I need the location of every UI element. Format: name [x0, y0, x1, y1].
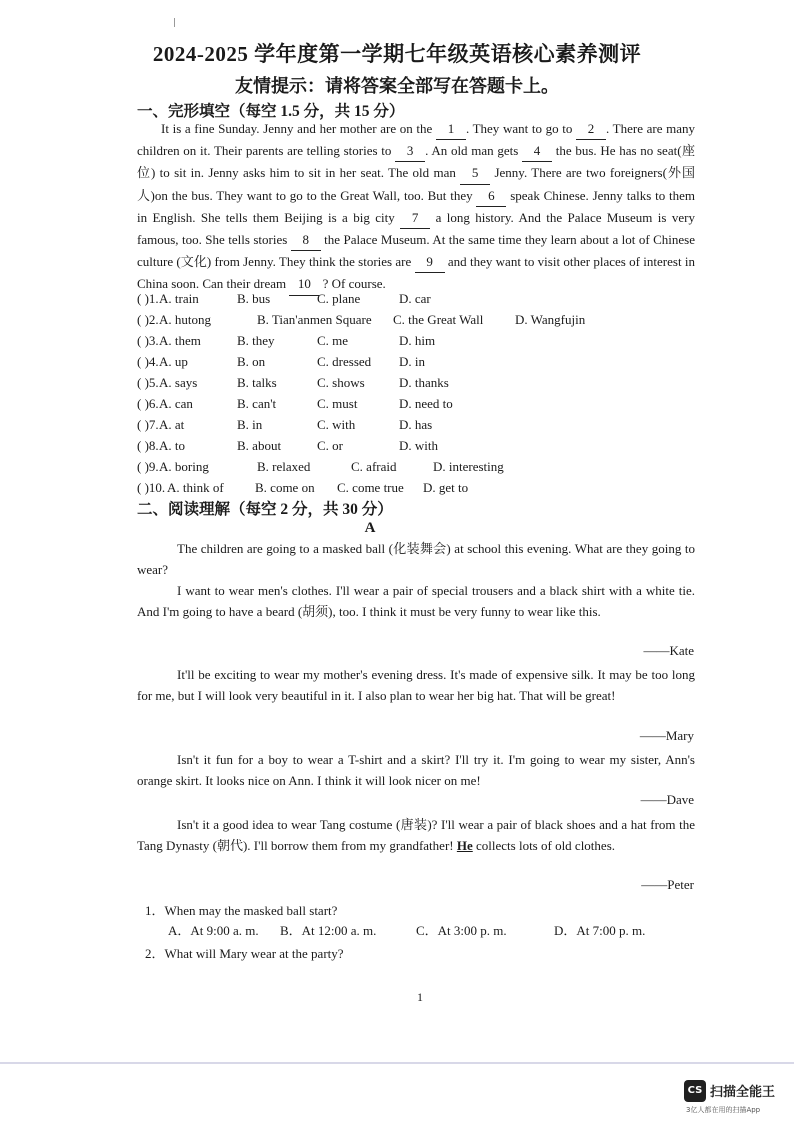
cloze-blank: 2: [576, 118, 606, 140]
exam-subtitle: 友情提示：请将答案全部写在答题卡上。: [235, 76, 559, 96]
peter-text-2: collects lots of old clothes.: [472, 838, 616, 854]
option-d: D. car: [399, 291, 431, 306]
cloze-blank: 8: [291, 229, 321, 251]
option-c: C. shows: [317, 375, 365, 390]
cloze-option-row: [137, 477, 697, 498]
option-b: B. they: [237, 333, 275, 348]
option-a: A. can: [159, 396, 193, 411]
q1-option-a: A．At 9:00 a. m.: [168, 923, 259, 938]
kate-signature: ——Kate: [643, 643, 694, 658]
option-d: D. Wangfujin: [515, 312, 586, 327]
cloze-option-row: [137, 330, 697, 351]
option-c: C. afraid: [351, 459, 397, 474]
question-number: ( )9.: [137, 459, 159, 474]
question-number: ( )5.: [137, 375, 159, 390]
option-d: D. with: [399, 438, 438, 453]
q1-option-c: C．At 3:00 p. m.: [416, 923, 507, 938]
cloze-blank: 6: [476, 185, 506, 207]
cloze-options: [137, 288, 697, 498]
option-a: A. says: [159, 375, 198, 390]
scan-speck: [174, 18, 179, 27]
scan-edge-line: [0, 1062, 794, 1064]
option-a: A. to: [159, 438, 185, 453]
option-c: C. must: [317, 396, 358, 411]
cloze-text: Jenny. There are two foreigners(外国人)on the bus. They want to go to the Great Wall, too. But they: [137, 165, 695, 203]
cloze-option-row: [137, 393, 697, 414]
option-d: D. get to: [423, 480, 469, 495]
peter-paragraph: [137, 814, 695, 856]
option-d: D. interesting: [433, 459, 504, 474]
cloze-text: speak Chinese. Jenny talks to them in English. She tells them Beijing is a big city: [137, 187, 696, 225]
option-d: D. thanks: [399, 375, 449, 390]
cloze-text: the bus. He has no seat(座位) to sit in. Jenny asks him to sit in her seat. The old man: [137, 143, 695, 181]
option-b: B. can't: [237, 396, 277, 411]
cloze-text: . There are many children on it. Their parents are telling stories to: [137, 121, 695, 159]
reading-section-heading: 二、阅读理解（每空 2 分，共 30 分）: [137, 501, 393, 518]
scanner-app-name: 扫描全能王: [710, 1085, 776, 1100]
cloze-text: and they want to visit other places of interest in China soon. Can their dream: [137, 254, 695, 292]
question-1: 1．When may the masked ball start?: [145, 903, 338, 918]
option-c: C. with: [317, 417, 356, 432]
peter-signature: ——Peter: [641, 877, 694, 892]
question-1-options: [168, 920, 708, 940]
option-a: A. think of: [167, 480, 224, 495]
option-c: C. the Great Wall: [393, 312, 484, 327]
cloze-text: . They want to go to: [465, 121, 576, 136]
option-c: C. plane: [317, 291, 361, 306]
q1-option-b: B．At 12:00 a. m.: [280, 923, 377, 938]
option-b: B. come on: [255, 480, 315, 495]
camscanner-logo-icon: CS: [684, 1080, 706, 1102]
cloze-option-row: [137, 456, 697, 477]
option-d: D. has: [399, 417, 433, 432]
question-number: ( )6.: [137, 396, 159, 411]
question-2: 2．What will Mary wear at the party?: [145, 946, 344, 961]
option-a: A. hutong: [159, 312, 211, 327]
peter-underlined-he: He: [456, 838, 473, 854]
question-number: ( )8.: [137, 438, 159, 453]
cloze-option-row: [137, 372, 697, 393]
question-number: ( )4.: [137, 354, 159, 369]
cloze-blank: 4: [522, 140, 552, 162]
cloze-text: It is a fine Sunday. Jenny and her mother are on the: [161, 121, 436, 136]
option-d: D. in: [399, 354, 425, 369]
mary-signature: ——Mary: [639, 728, 694, 743]
kate-paragraph: I want to wear men's clothes. I'll wear a pair of special trousers and a black shirt with a white tie. And I'm going to have a beard (胡须), too. I think it must be very funny to wear like this.: [137, 583, 695, 620]
question-number: ( )10.: [137, 480, 166, 495]
cloze-option-row: [137, 309, 697, 330]
mary-paragraph: It'll be exciting to wear my mother's evening dress. It's made of expensive silk. It may be too long for me, but I will look very beautiful in it. I also plan to wear her big hat. That will be great!: [137, 667, 695, 704]
question-number: ( )1.: [137, 291, 159, 306]
cloze-text: ? Of course.: [319, 276, 386, 292]
cloze-text: the Palace Museum. At the same time they learn about a lot of Chinese culture (文化) from Jenny. They think the stories are: [137, 232, 695, 270]
cloze-text: a long history. And the Palace Museum is very famous, too. She tells stories: [137, 209, 695, 248]
option-a: A. at: [159, 417, 185, 432]
cloze-section-heading: 一、完形填空（每空 1.5 分，共 15 分）: [137, 103, 405, 120]
option-a: A. train: [159, 291, 199, 306]
option-c: C. or: [317, 438, 343, 453]
cloze-option-row: [137, 414, 697, 435]
cloze-blank: 3: [395, 140, 425, 162]
option-c: C. dressed: [317, 354, 372, 369]
option-b: B. bus: [237, 291, 271, 306]
option-a: A. boring: [159, 459, 209, 474]
dave-paragraph: Isn't it fun for a boy to wear a T-shirt and a skirt? I'll try it. I'm going to wear my sister, Ann's orange skirt. It looks nice on Ann. I think it will look nicer on me!: [137, 752, 695, 789]
option-d: D. need to: [399, 396, 453, 411]
cloze-blank: 9: [415, 251, 445, 273]
option-c: C. me: [317, 333, 349, 348]
question-number: ( )7.: [137, 417, 159, 432]
cloze-blank: 7: [400, 207, 430, 229]
option-c: C. come true: [337, 480, 404, 495]
page-number: 1: [417, 990, 423, 1004]
cloze-text: . An old man gets: [425, 143, 523, 159]
option-b: B. talks: [237, 375, 277, 390]
option-b: B. on: [237, 354, 266, 369]
q1-option-d: D．At 7:00 p. m.: [554, 923, 646, 938]
option-d: D. him: [399, 333, 436, 348]
option-b: B. relaxed: [257, 459, 311, 474]
scanner-tagline: 3亿人都在用的扫描App: [686, 1106, 761, 1114]
cloze-option-row: [137, 288, 697, 309]
reading-intro: The children are going to a masked ball (化装舞会) at school this evening. What are they going to wear?: [137, 541, 695, 578]
question-number: ( )3.: [137, 333, 159, 348]
cloze-blank: 1: [436, 118, 466, 140]
cloze-blank: 10: [289, 273, 319, 295]
option-b: B. in: [237, 417, 263, 432]
dave-signature: ——Dave: [640, 792, 694, 807]
exam-title: 2024-2025 学年度第一学期七年级英语核心素养测评: [152, 42, 642, 66]
cloze-option-row: [137, 435, 697, 456]
option-b: B. about: [237, 438, 282, 453]
cloze-passage: [137, 118, 695, 296]
passage-letter: A: [364, 520, 376, 536]
cloze-option-row: [137, 351, 697, 372]
question-number: ( )2.: [137, 312, 159, 327]
cloze-blank: 5: [460, 162, 490, 184]
peter-text-1: Isn't it a good idea to wear Tang costume (唐装)? I'll wear a pair of black shoes and a hat from the Tang Dynasty (朝代). I'll borrow them from my grandfather!: [137, 817, 695, 854]
option-b: B. Tian'anmen Square: [257, 312, 372, 327]
scanner-watermark: [684, 1080, 788, 1116]
option-a: A. them: [159, 333, 201, 348]
option-a: A. up: [159, 354, 188, 369]
